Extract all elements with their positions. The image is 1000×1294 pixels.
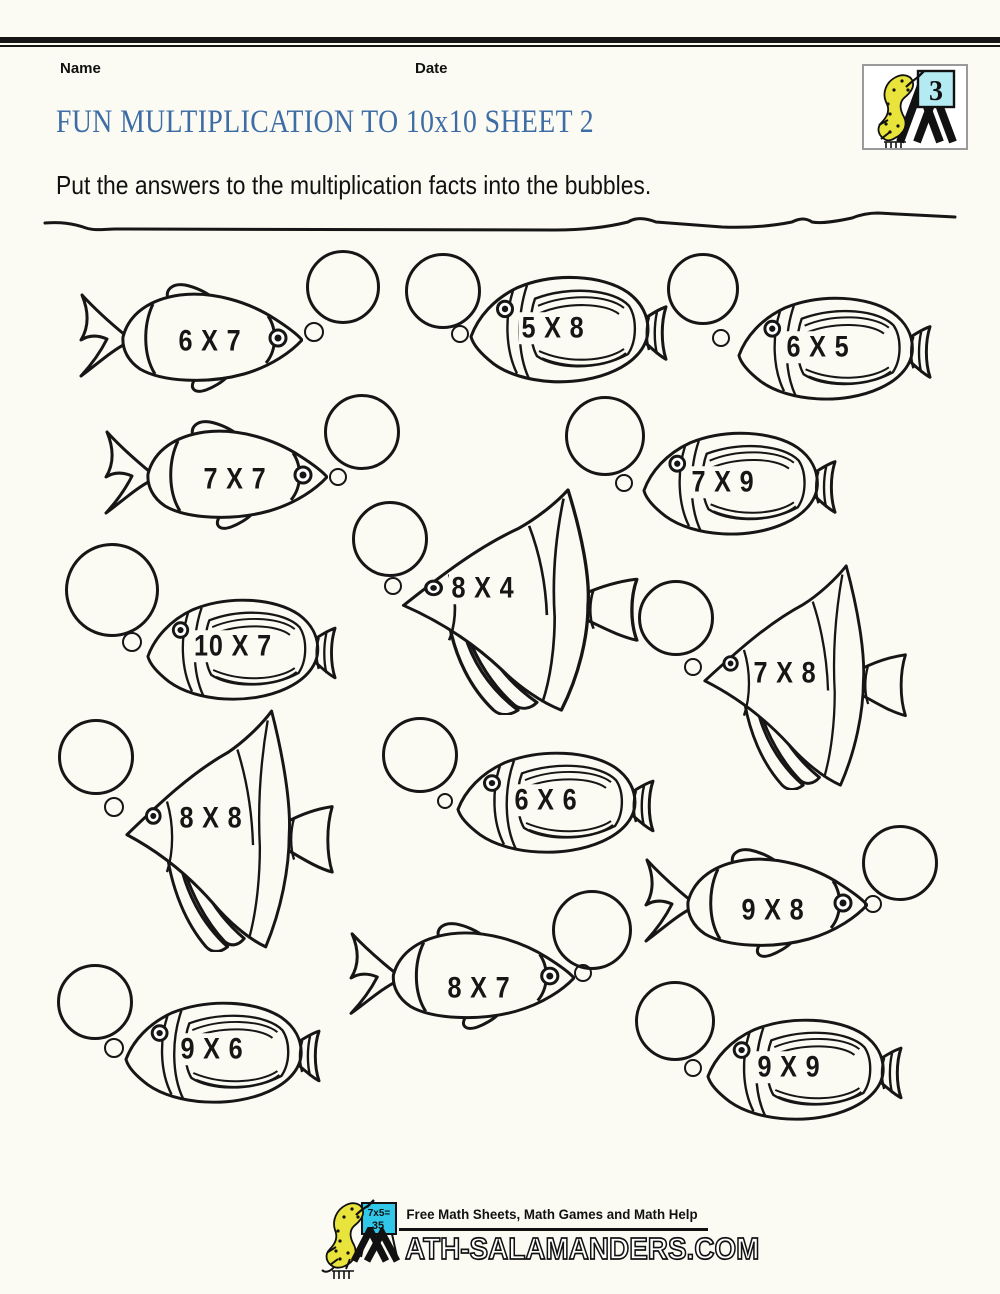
answer-bubble-large — [667, 253, 739, 325]
answer-bubble-large — [382, 717, 458, 793]
page-title: FUN MULTIPLICATION TO 10x10 SHEET 2 — [56, 104, 595, 140]
multiplication-fact: 9 X 6 — [178, 1033, 246, 1065]
answer-bubble-large — [552, 890, 632, 970]
answer-bubble-large — [58, 719, 134, 795]
multiplication-fact: 6 X 6 — [512, 784, 580, 816]
fish-8x8 — [122, 708, 342, 952]
fish-6x6 — [455, 748, 655, 860]
answer-bubble-large — [565, 396, 645, 476]
fish-6x5 — [736, 293, 932, 407]
answer-bubble-small — [104, 1038, 124, 1058]
answer-bubble-small — [451, 325, 469, 343]
board-equation-line1: 7x5= — [367, 1208, 391, 1219]
answer-bubble-large — [638, 580, 714, 656]
answer-bubble-large — [405, 253, 481, 329]
fish-7x9 — [641, 428, 837, 542]
answer-bubble-large — [862, 825, 938, 901]
multiplication-fact: 9 X 9 — [755, 1051, 823, 1083]
multiplication-fact: 7 X 9 — [689, 466, 757, 498]
answer-bubble-large — [324, 394, 400, 470]
answer-bubble-small — [329, 468, 347, 486]
date-field-label: Date — [415, 60, 448, 77]
answer-bubble-small — [864, 895, 882, 913]
fish-8x4 — [398, 487, 648, 715]
instruction-text: Put the answers to the multiplication facts into the bubbles. — [56, 170, 652, 200]
multiplication-fact: 10 X 7 — [192, 630, 275, 662]
answer-bubble-large — [635, 981, 715, 1061]
answer-bubble-large — [352, 501, 428, 577]
brand-m-icon — [351, 1227, 405, 1263]
multiplication-fact: 7 X 8 — [751, 657, 819, 689]
angelfish-fish-drawing — [398, 487, 648, 715]
answer-bubble-small — [684, 1059, 702, 1077]
answer-bubble-large — [306, 250, 380, 324]
answer-bubble-small — [437, 793, 453, 809]
fish-8x7 — [345, 922, 575, 1032]
answer-bubble-small — [684, 658, 702, 676]
fish-9x8 — [640, 848, 868, 960]
multiplication-fact: 8 X 4 — [449, 572, 517, 604]
fish-5x8 — [468, 272, 668, 390]
answer-bubble-small — [712, 329, 730, 347]
fish-7x8 — [700, 563, 915, 790]
answer-bubble-large — [57, 964, 133, 1040]
multiplication-fact: 8 X 7 — [445, 972, 513, 1004]
name-field-label: Name — [60, 60, 101, 77]
fish-7x7 — [100, 420, 328, 532]
fish-10x7 — [145, 595, 337, 707]
grade-number: 3 — [929, 76, 943, 107]
footer-tagline: Free Math Sheets, Math Games and Math Help — [406, 1206, 698, 1222]
fish-9x6 — [123, 998, 321, 1110]
answer-bubble-small — [304, 322, 324, 342]
brand-name: ATH-SALAMANDERS.COM — [405, 1231, 760, 1266]
multiplication-fact: 7 X 7 — [201, 463, 269, 495]
multiplication-fact: 8 X 8 — [177, 802, 245, 834]
fish-9x9 — [705, 1015, 903, 1127]
multiplication-fact: 6 X 5 — [784, 331, 852, 363]
answer-bubble-small — [104, 797, 124, 817]
multiplication-fact: 5 X 8 — [519, 312, 587, 344]
answer-bubble-large — [65, 543, 159, 637]
answer-bubble-small — [384, 577, 402, 595]
answer-bubble-small — [615, 474, 633, 492]
board-equation-line2: 35 — [371, 1220, 385, 1232]
answer-bubble-small — [574, 964, 592, 982]
fish-6x7 — [75, 283, 303, 395]
multiplication-fact: 9 X 8 — [739, 894, 807, 926]
answer-bubble-small — [122, 632, 142, 652]
multiplication-fact: 6 X 7 — [176, 325, 244, 357]
